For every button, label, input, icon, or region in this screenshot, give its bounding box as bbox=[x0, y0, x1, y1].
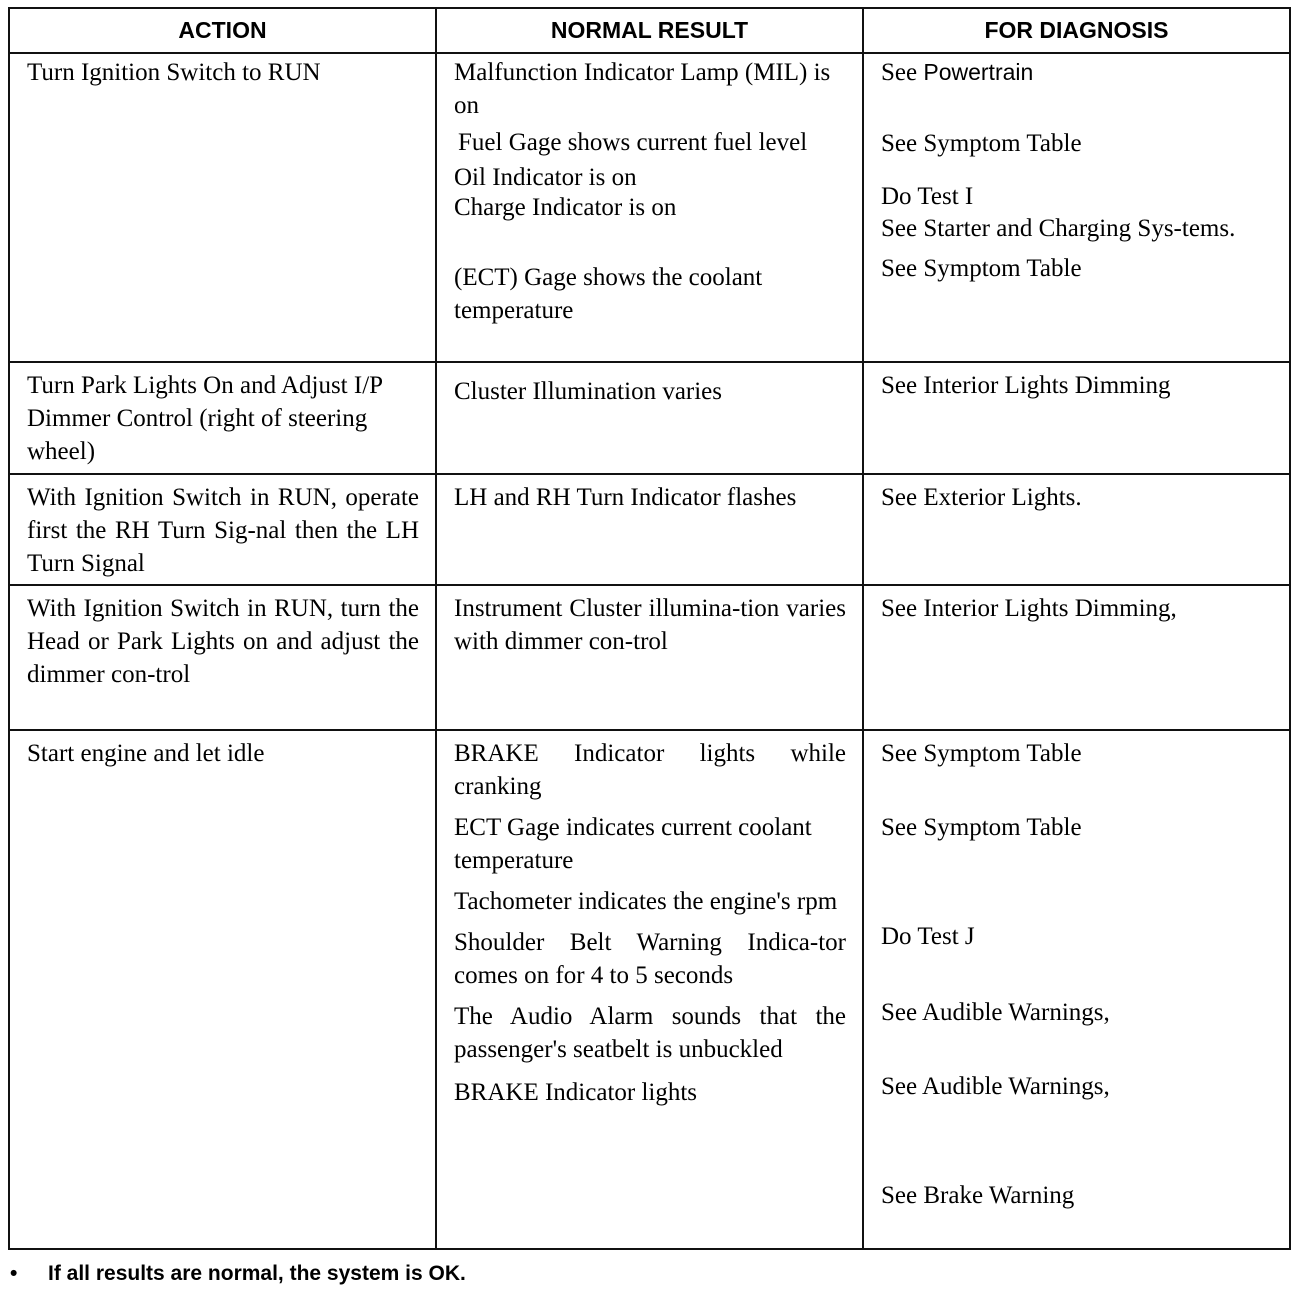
result-item: LH and RH Turn Indicator flashes bbox=[454, 484, 797, 511]
diagnosis-item: Do Test J bbox=[881, 923, 975, 950]
action-text: With Ignition Switch in RUN, turn the Head or Park Lights on and adjust the dimmer con-trol bbox=[27, 595, 419, 688]
diagnosis-item: See Exterior Lights. bbox=[881, 484, 1082, 511]
normal-result-cell bbox=[436, 362, 863, 474]
action-cell bbox=[9, 53, 436, 362]
action-cell bbox=[9, 362, 436, 474]
result-item: The Audio Alarm sounds that the passenger's seatbelt is unbuckled bbox=[454, 1003, 846, 1063]
table-row bbox=[9, 474, 1290, 585]
diagnosis-cell bbox=[863, 730, 1290, 1249]
diagnosis-cell bbox=[863, 362, 1290, 474]
result-item: BRAKE Indicator lights bbox=[454, 1079, 698, 1106]
diagnosis-item: See Symptom Table bbox=[881, 814, 1082, 841]
diagnosis-item: See Interior Lights Dimming bbox=[881, 372, 1171, 399]
table-row bbox=[9, 730, 1290, 1249]
diagnosis-cell bbox=[863, 474, 1290, 585]
action-text: Start engine and let idle bbox=[27, 740, 265, 767]
diagnosis-item: See Brake Warning bbox=[881, 1182, 1075, 1209]
result-item: Fuel Gage shows current fuel level bbox=[458, 129, 808, 156]
normal-result-cell bbox=[436, 730, 863, 1249]
result-item: (ECT) Gage shows the coolant temperature bbox=[454, 264, 763, 324]
result-item: Tachometer indicates the engine's rpm bbox=[454, 888, 838, 915]
diagnosis-item: See Starter and Charging Sys-tems. bbox=[881, 215, 1236, 242]
normal-result-cell bbox=[436, 474, 863, 585]
result-item: ECT Gage indicates current coolant temperature bbox=[454, 814, 812, 874]
action-cell bbox=[9, 474, 436, 585]
table-row bbox=[9, 362, 1290, 474]
diagnostic-table bbox=[8, 7, 1291, 1250]
header-action: ACTION bbox=[9, 8, 436, 53]
footnote-text: If all results are normal, the system is OK. bbox=[48, 1262, 466, 1285]
diagnosis-item: See Symptom Table bbox=[881, 740, 1082, 767]
result-item: Malfunction Indicator Lamp (MIL) is on bbox=[454, 59, 831, 119]
result-item: BRAKE Indicator lights while cranking bbox=[454, 740, 846, 800]
action-cell bbox=[9, 585, 436, 730]
normal-result-cell bbox=[436, 585, 863, 730]
result-item: Oil Indicator is on bbox=[454, 164, 637, 191]
diagnosis-item: Do Test I bbox=[881, 183, 974, 210]
diagnosis-item: See Audible Warnings, bbox=[881, 999, 1110, 1026]
table-row bbox=[9, 53, 1290, 362]
header-for-diagnosis: FOR DIAGNOSIS bbox=[863, 8, 1290, 53]
diagnosis-item: See Audible Warnings, bbox=[881, 1073, 1110, 1100]
result-item: Charge Indicator is on bbox=[454, 194, 677, 221]
footnote bbox=[10, 1262, 466, 1286]
header-row bbox=[9, 8, 1290, 53]
action-text: Turn Ignition Switch to RUN bbox=[27, 59, 321, 86]
diagnosis-cell bbox=[863, 53, 1290, 362]
diagnosis-item: See Symptom Table bbox=[881, 130, 1082, 157]
action-text: With Ignition Switch in RUN, operate first the RH Turn Sig-nal then the LH Turn Signal bbox=[27, 484, 419, 577]
result-item: Shoulder Belt Warning Indica-tor comes on for 4 to 5 seconds bbox=[454, 929, 846, 989]
normal-result-cell bbox=[436, 53, 863, 362]
table-row bbox=[9, 585, 1290, 730]
diagnosis-item bbox=[881, 56, 1273, 89]
header-normal-result: NORMAL RESULT bbox=[436, 8, 863, 53]
diagnosis-item: See Interior Lights Dimming, bbox=[881, 595, 1177, 622]
result-item: Instrument Cluster illumina-tion varies with dimmer con-trol bbox=[454, 595, 846, 655]
result-item: Cluster Illumination varies bbox=[454, 378, 723, 405]
diagnosis-link-powertrain: Powertrain bbox=[923, 59, 1034, 85]
action-cell bbox=[9, 730, 436, 1249]
diagnosis-cell bbox=[863, 585, 1290, 730]
action-text: Turn Park Lights On and Adjust I/P Dimmer Control (right of steering wheel) bbox=[27, 372, 383, 465]
diagnosis-see: See bbox=[881, 59, 918, 86]
diagnosis-item: See Symptom Table bbox=[881, 255, 1082, 282]
bullet-icon: • bbox=[10, 1262, 18, 1285]
